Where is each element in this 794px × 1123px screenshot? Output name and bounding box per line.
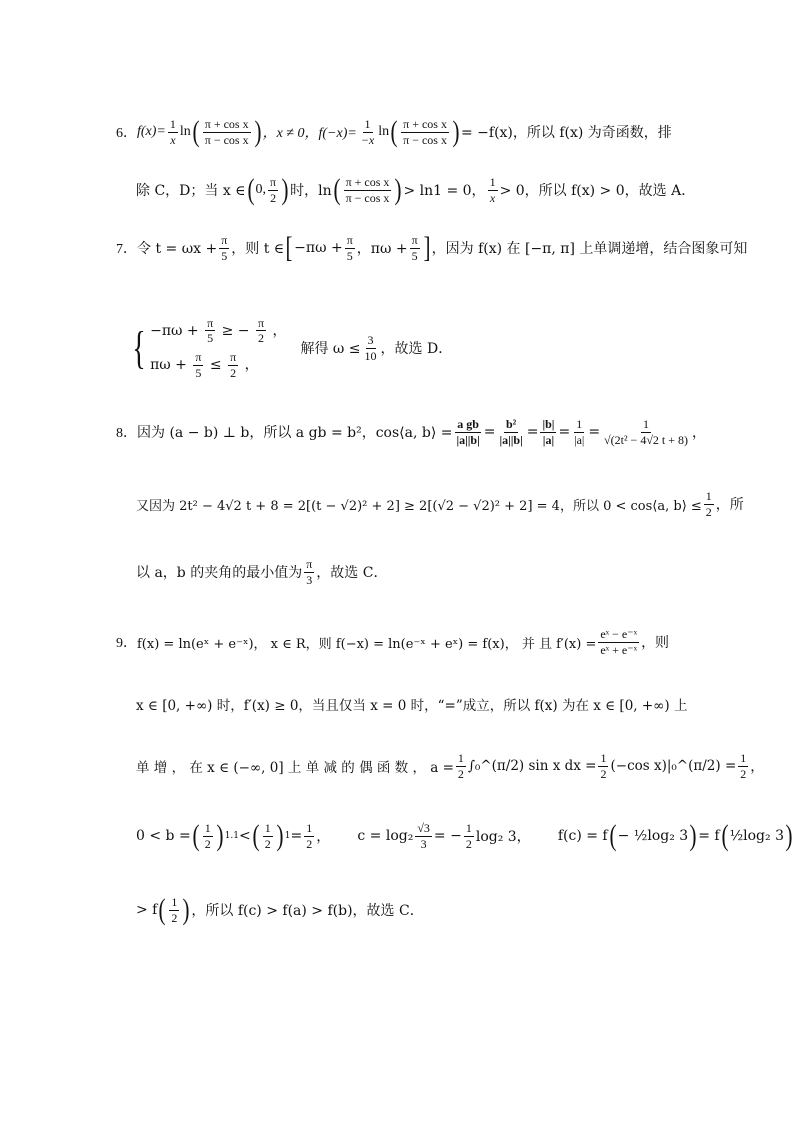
q8-line-1: 8． 因为 (a − b) ⊥ b，所以 a gb = b²，cos⟨a, b⟩ = $\frac{\text{a gb}}{|a||b|}$ = $\frac{\text{b²}}{|a||b|}$ = $\frac{|b|}{|a|}$ = $\frac{1}{|a|}$ = $\frac{1}{\text{√(2t² − 4√2 t + 8)}}$ ， [116,416,707,447]
q6-l2-c: > ln1 = 0， [403,183,486,199]
q8-l1-a: 因为 (a − b) ⊥ b，所以 a gb = b²，cos⟨a, b⟩ = [137,425,453,441]
q8-line-3 [0,552,794,592]
q7-pi-over-5-b: $\frac{\pi}{5}$ [346,232,353,263]
q9-half-d: $\frac{1}{2}$ [306,820,313,851]
q8-frac-3: $\frac{|b|}{|a|}$ [542,416,555,447]
q9-exp-1-1: 1.1 [224,831,240,841]
q6-l2-a: 除 C，D；当 x ∈ [136,183,246,199]
q7-line-1: 7． 令 t = ωx + $\frac{\pi}{5}$ ，则 t ∈ [ −πω + $\frac{\pi}{5}$ ，πω + $\frac{\pi}{5}$ ] ，因为 f(x) 在 [−π, π] 上单调递增，结合图象可知 [116,231,748,264]
q6-frac-pi-cos: $\frac{\text{π + cos x}}{\text{π − cos x}}$ [204,116,249,147]
q9-half-3: $\frac{1}{2}$ [740,750,747,781]
q7-line-2 [0,315,794,380]
q9-frac-derivative: $\frac{\text{eˣ − e⁻ˣ}}{\text{eˣ + e⁻ˣ}}$ [600,626,638,657]
q9-c-def: c = log₂ [357,828,414,844]
q9-line-5: > f ( $\frac{1}{2}$ ) ，所以 f(c) > f(a) > f(b)，故选 C． [136,893,424,926]
q7-number: 7． [116,242,137,257]
q8-frac-2: $\frac{\text{b²}}{|a||b|}$ [499,416,523,447]
q6-frac-pi-cos-2: $\frac{\text{π + cos x}}{\text{π − cos x}}$ [403,116,447,147]
q6-pi-over-2: $\frac{\pi}{2}$ [270,174,277,205]
q8-frac-4: $\frac{1}{|a|}$ [574,416,585,447]
q9-exp-1: 1 [284,831,291,841]
q6-line-1: 6． f(x)= $\frac{1}{x}$ ln ( $\frac{\text{π + cos x}}{\text{π − cos x}}$ ) ，x ≠ 0，f(−x)= $\frac{1}{-x}$ ln ( $\frac{\text{π + cos x}}{\text{π − cos x}}$ ) = −f(x)，所以 f(x) 为奇函数，排 [116,115,672,148]
q6-frac-1-over-minus-x: $\frac{1}{-x}$ [360,116,375,147]
q7-frac-3-over-10: $\frac{3}{10}$ [364,332,377,363]
q6-fx: f(x)= [137,124,166,139]
q7-pi-over-5: $\frac{\pi}{5}$ [221,232,228,263]
q8-line-2 [0,484,794,524]
q9-l3-a: 单 增 ， 在 x ∈ (−∞, 0] 上 单 减 的 偶 函 数 ， a = [136,760,454,776]
q8-number: 8． [116,426,137,441]
q9-fc: f(c) = f [557,828,608,844]
q9-l3-b: (−cos x)|₀^(π/2) = [610,758,737,774]
q6-number: 6． [116,126,137,141]
q9-l4-a: 0 < b = [136,828,191,844]
q7-answer-text: ，故选 D． [380,341,453,357]
q6-l2-b: 时，ln [290,183,332,199]
q6-text-c: = −f(x)，所以 f(x) 为奇函数，排 [460,125,672,141]
q9-line-2 [0,684,794,724]
q6-frac-pi-cos-3: $\frac{\text{π + cos x}}{\text{π − cos x}}$ [345,174,390,205]
q6-line-2: 除 C，D；当 x ∈ ( 0, $\frac{\pi}{2}$ ) 时，ln ( $\frac{\text{π + cos x}}{\text{π − cos x}}$ ) > ln1 = 0， $\frac{1}{x}$ > 0，所以 f(x) > 0，故选 A． [136,173,696,206]
q9-integral: ∫₀^(π/2) sin x dx = [467,758,597,774]
q7-inequality-system: { −πω + $\frac{\pi}{5}$ ≥ − $\frac{\pi}{2}$ ， πω + $\frac{\pi}{5}$ ≤ $\frac{\pi}{2}$ ， [132,315,287,380]
q8-l2-a: 又因为 2t² − 4√2 t + 8 = 2[(t − √2)² + 2] ≥ 2[(√2 − √2)² + 2] = 4，所以 0 < cos⟨a, b⟩ ≤ [136,498,702,514]
q9-line-3: 单 增 ， 在 x ∈ (−∞, 0] 上 单 减 的 偶 函 数 ， a = $\frac{1}{2}$ ∫₀^(π/2) sin x dx = $\frac{1}{2}$ (−cos x)|₀^(π/2) = $\frac{1}{2}$ ， [136,750,765,781]
q9-half-1: $\frac{1}{2}$ [457,750,464,781]
q9-half-c: $\frac{1}{2}$ [264,820,271,851]
q9-number: 9． [116,636,137,651]
q9-half-e: $\frac{1}{2}$ [465,820,472,851]
q6-l2-d: > 0，所以 f(x) > 0，故选 A． [499,183,696,199]
q7-l1-a: 令 t = ωx + [137,241,218,257]
q9-l5-a: > f [136,902,158,918]
q8-frac-1: $\frac{\text{a gb}}{|a||b|}$ [456,416,480,447]
q9-line-1 [0,622,794,662]
q9-l1-b: ，则 [641,635,670,651]
q8-l3-b: ，故选 C． [316,565,388,581]
q9-sqrt3-over-3: $\frac{√3}{3}$ [417,820,430,851]
q7-l1-c: ，因为 f(x) 在 [−π, π] 上单调递增，结合图象可知 [431,241,748,257]
q9-l5-b: ，所以 f(c) > f(a) > f(b)，故选 C． [191,903,424,919]
q6-text-b: ，x ≠ 0，f(−x)= [262,126,357,141]
q8-l3-a: 以 a，b 的夹角的最小值为 [136,565,303,581]
q7-l1-b: ，则 t ∈ [231,241,285,257]
q9-l1-a: f(x) = ln(eˣ + e⁻ˣ)， x ∈ R，则 f(−x) = ln(e⁻ˣ + eˣ) = f(x)， 并 且 f′(x) = [137,636,597,652]
q7-int-a: −πω + [294,240,343,256]
q7-int-b: ，πω + [356,241,408,257]
q9-l2: x ∈ [0, +∞) 时，f′(x) ≥ 0，当且仅当 x = 0 时，“=”成立，所以 f(x) 为在 x ∈ [0, +∞) 上 [136,698,688,714]
q9-line-4: 0 < b = ( $\frac{1}{2}$ ) 1.1 < ( $\frac{1}{2}$ ) 1 = $\frac{1}{2}$ ， c = log₂ $\frac{√3}{3}$ = − $\frac{1}{2}$ log₂ 3， f(c) = f ( − ½log₂ 3 ) = f ( ½log₂ 3 ) [136,819,793,852]
q6-ln: ln [179,124,191,139]
q6-frac-1-over-x: $\frac{1}{x}$ [169,116,176,147]
q9-half-2: $\frac{1}{2}$ [600,750,607,781]
q6-frac-1-over-x-2: $\frac{1}{x}$ [489,174,496,205]
q7-solve-text: 解得 ω ≤ [300,341,361,357]
q9-half-b: $\frac{1}{2}$ [204,820,211,851]
q8-l2-b: ，所 [715,497,744,513]
q8-frac-half: $\frac{1}{2}$ [705,488,712,519]
q8-frac-pi-over-3: $\frac{\pi}{3}$ [306,556,313,587]
q7-pi-over-5-c: $\frac{\pi}{5}$ [411,232,418,263]
q9-half-f: $\frac{1}{2}$ [171,894,178,925]
q8-frac-5: $\frac{1}{\text{√(2t² − 4√2 t + 8)}}$ [604,416,689,447]
